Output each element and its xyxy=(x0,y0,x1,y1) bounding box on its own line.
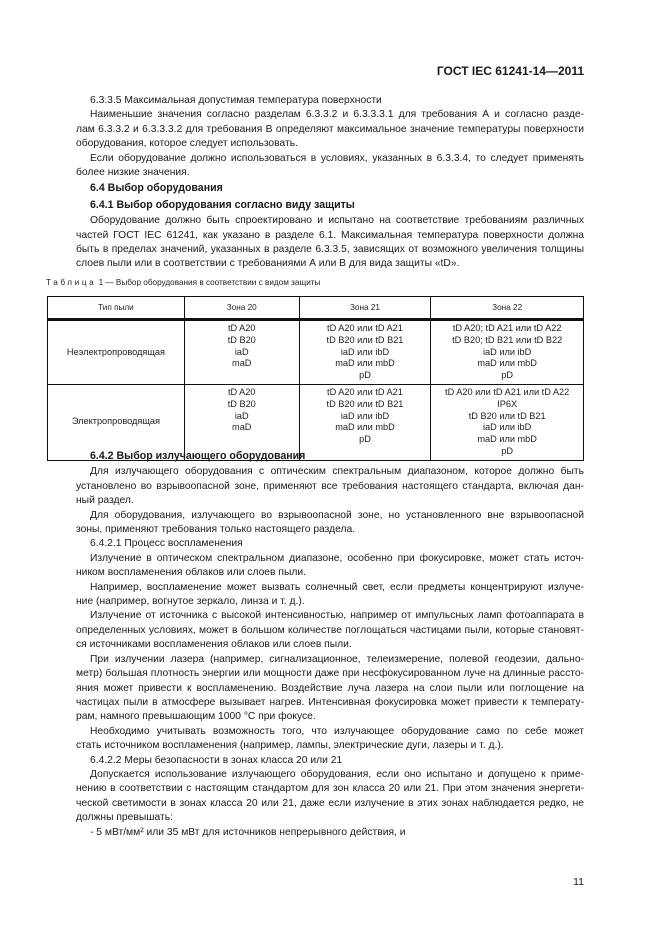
text-line: зоны, применяют требования только настоящего раздела. xyxy=(76,524,356,536)
cell-entry: iaD xyxy=(234,410,249,421)
text-line: определенных условиях, может в большом количестве поглощаться частицами пыли, которые становят- xyxy=(76,624,584,636)
cell-entry: pD xyxy=(501,445,514,456)
cell-entry: maD или mbD xyxy=(335,422,395,433)
paragraph xyxy=(76,581,584,610)
paragraph xyxy=(76,754,584,768)
text-line: должны превышать: xyxy=(76,812,173,824)
text-line: более низкие значения. xyxy=(76,167,190,179)
text-line: рам, намного превышающим 1000 °С при фокусе. xyxy=(76,711,316,723)
text-line: Оборудование должно быть спроектировано и испытано на соответствие требованиям различных xyxy=(90,215,584,227)
paragraph xyxy=(76,552,584,581)
text-line: слоев пыли или в соответствии с требованиями А или В для вида защиты «tD». xyxy=(76,258,460,270)
text-line: Если оборудование должно использоваться в условиях, указанных в 6.3.3.4, то следует применять xyxy=(90,152,584,164)
cell-entry: tD B20; tD B21 или tD B22 xyxy=(452,334,563,345)
text-line: установлено во взрывоопасной зоне, применяют все требования настоящего стандарта, включая дан- xyxy=(76,480,584,492)
page-number: 11 xyxy=(573,876,584,888)
paragraph xyxy=(76,108,584,151)
cell-entry: pD xyxy=(359,434,371,445)
text-line: 6.4 Выбор оборудования xyxy=(90,182,223,195)
cell-entry: maD xyxy=(232,422,252,433)
table-caption-prefix: Таблица xyxy=(46,278,97,287)
text-line: 6.3.3.5 Максимальная допустимая температура поверхности xyxy=(90,95,382,106)
table-row xyxy=(48,320,584,385)
cell-entry: iaD или ibD xyxy=(483,346,532,357)
cell-entry: tD A20 xyxy=(227,323,256,333)
cell-entry: maD или mbD xyxy=(477,434,537,445)
cell-entry: iaD xyxy=(234,346,249,357)
cell-entry: iaD или ibD xyxy=(483,422,532,433)
paragraph xyxy=(76,653,584,725)
paragraph xyxy=(76,725,584,754)
text-line: Наименьшие значения согласно разделам 6.3.3.2 и 6.3.3.3.1 для требования А и согласно разде- xyxy=(90,109,584,121)
text-line: оборудования, которое следует использовать. xyxy=(76,138,298,150)
cell-entry: tD A20; tD A21 или tD A22 xyxy=(452,323,562,333)
text-line: частей ГОСТ IEC 61241, как указано в разделе 6.1. Максимальная температура поверхности должна xyxy=(76,229,584,241)
cell-entry: tD B20 xyxy=(227,398,256,409)
text-line: ный раздел. xyxy=(76,495,134,507)
text-line: Излучение в оптическом спектральном диапазоне, особенно при фокусировке, может стать источ- xyxy=(90,552,584,564)
text-line: Для излучающего оборудования с оптическим спектральным диапазоном, которое должно быть xyxy=(90,466,584,478)
text-line: 6.4.2.1 Процесс воспламенения xyxy=(90,538,243,550)
header-dust-type: Тип пыли xyxy=(48,297,185,320)
text-line: Например, воспламенение может вызвать солнечный свет, если предметы концентрируют излуче- xyxy=(90,581,584,593)
text-line: ся источниками воспламенения облаков или слоев пыли. xyxy=(76,639,352,651)
equipment-selection-table xyxy=(47,296,584,461)
text-line: Для оборудования, излучающего во взрывоопасной зоне, но установленного вне взрывоопасной xyxy=(90,509,584,521)
cell-entry: tD A20 xyxy=(227,386,256,397)
text-line: стать источником воспламенения (например, лампы, электрические дуги, лазеры и т. д.). xyxy=(76,740,504,752)
paragraph xyxy=(76,609,584,652)
cell-entry: tD B20 или tD B21 xyxy=(468,410,546,421)
paragraph xyxy=(76,826,584,840)
cell-entry: tD B20 xyxy=(227,334,256,345)
dust-type-cell: Электропроводящая xyxy=(48,384,185,460)
text-line: лам 6.3.3.2 и 6.3.3.3.2 для требования В определяют максимальное значение температуры поверхности xyxy=(76,123,584,135)
text-line: метр) большая плотность энергии или мощности даже при несфокусированном луче на длинные рассто- xyxy=(76,668,584,680)
text-line: ческой светимости в зонах класса 20 или 21, даже если излучение в этих зонах наблюдается редко, не xyxy=(76,797,584,809)
dust-type-cell: Неэлектропроводящая xyxy=(48,320,185,385)
text-line: быть в пределах значений, указанных в разделе 6.3.3.5, зависящих от возможного увеличения толщины xyxy=(76,244,584,256)
paragraph xyxy=(76,768,584,826)
cell-entry: tD B20 или tD B21 xyxy=(326,334,404,345)
text-block-lower xyxy=(76,445,584,840)
text-block-upper xyxy=(76,94,584,272)
cell-entry: iaD или ibD xyxy=(340,346,390,357)
zone-20-cell xyxy=(184,320,299,385)
text-line: частицах пыли в атмосфере вызывает нагрев. Интенсивная фокусировка может привести к температу- xyxy=(76,696,584,708)
paragraph xyxy=(76,152,584,181)
paragraph xyxy=(76,509,584,538)
paragraph xyxy=(76,214,584,272)
text-line: 6.4.2 Выбор излучающего оборудования xyxy=(90,450,306,462)
text-line: 6.4.1 Выбор оборудования согласно виду защиты xyxy=(90,198,355,211)
zone-21-cell xyxy=(299,320,431,385)
cell-entry: maD или mbD xyxy=(477,358,537,369)
table-header-row xyxy=(48,297,584,320)
header-zone-20: Зона 20 xyxy=(184,297,299,320)
text-line: При излучении лазера (например, сигнализационное, телеизмерение, полевой геодезии, дально- xyxy=(90,653,584,665)
zone-22-cell xyxy=(431,320,584,385)
header-zone-22: Зона 22 xyxy=(431,297,584,320)
text-line: Необходимо учитывать возможность того, что излучающее оборудование само по себе может xyxy=(90,725,584,737)
text-line: яния может привести к воспламенению. Воздействие луча лазера на слои пыли или поглощение на xyxy=(76,682,584,694)
text-line: 6.4.2.2 Меры безопасности в зонах класса 20 или 21 xyxy=(90,754,343,766)
table-caption xyxy=(46,278,320,287)
text-line: ником воспламенения облаков или слоев пыли. xyxy=(76,567,306,579)
paragraph xyxy=(76,465,584,508)
section-heading xyxy=(76,449,584,463)
text-line: нению в соответствии с настоящим стандартом для зон класса 20 или 21. При этом значения энергети- xyxy=(76,783,584,795)
text-line: - 5 мВт/мм² или 35 мВт для источников непрерывного действия, и xyxy=(90,826,406,838)
cell-entry: pD xyxy=(501,370,514,381)
section-heading xyxy=(76,181,584,195)
cell-entry: tD A20 или tD A21 xyxy=(327,323,403,333)
cell-entry: tD A20 или tD A21 или tD A22 xyxy=(445,386,570,397)
text-line: Излучение от источника с высокой интенсивностью, например от импульсных ламп фотоаппарата в xyxy=(90,610,584,622)
cell-entry: tD A20 или tD A21 xyxy=(327,386,403,397)
cell-entry: maD или mbD xyxy=(335,358,395,369)
text-line: Допускается использование излучающего оборудования, если оно испытано и допущено к приме- xyxy=(90,768,584,780)
table-caption-text: 1 — Выбор оборудования в соответствии с видом защиты xyxy=(96,278,321,287)
section-heading xyxy=(76,198,584,212)
paragraph xyxy=(76,94,584,108)
cell-entry: iaD или ibD xyxy=(340,410,390,421)
paragraph xyxy=(76,537,584,551)
cell-entry: maD xyxy=(232,358,252,369)
cell-entry: pD xyxy=(359,370,371,381)
header-zone-21: Зона 21 xyxy=(299,297,431,320)
cell-entry: IP6X xyxy=(497,398,518,409)
cell-entry: tD B20 или tD B21 xyxy=(326,398,404,409)
document-code-header: ГОСТ IEC 61241-14—2011 xyxy=(436,64,584,78)
text-line: ние (например, вогнутое зеркало, линза и т. д.). xyxy=(76,596,305,608)
